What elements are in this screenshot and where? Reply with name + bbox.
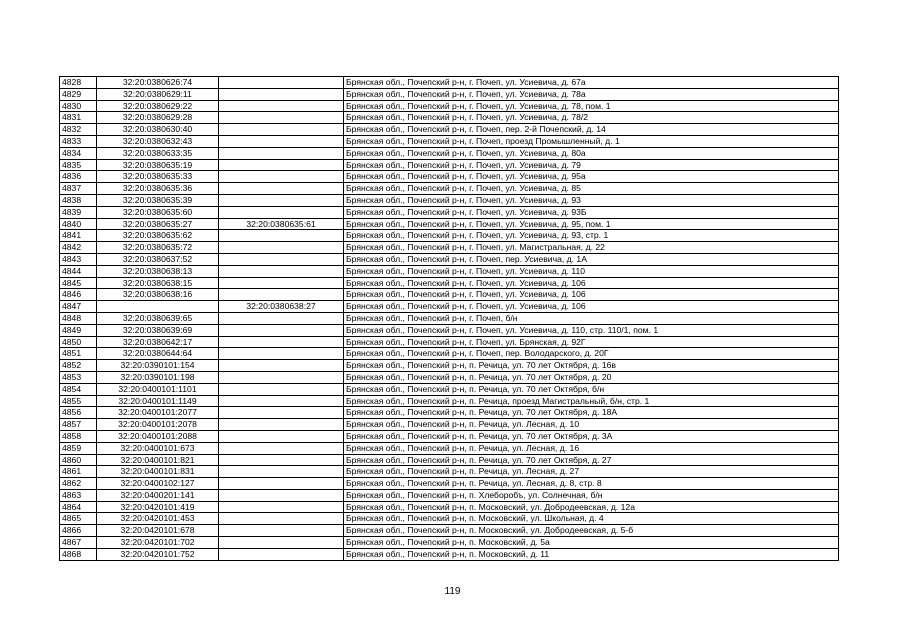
row-number-cell: 4858 [60,430,97,442]
table-row [60,454,839,466]
table-row [60,135,839,147]
related-cadastral-number-cell [219,501,344,513]
related-cadastral-number-cell [219,478,344,490]
row-number-cell: 4842 [60,242,97,254]
cadastral-number-cell: 32:20:0380629:11 [97,88,219,100]
table-row [60,171,839,183]
table-row [60,277,839,289]
registry-table-body [60,77,839,561]
related-cadastral-number-cell [219,407,344,419]
related-cadastral-number-cell [219,183,344,195]
table-row [60,466,839,478]
row-number-cell: 4829 [60,88,97,100]
row-number-cell: 4854 [60,383,97,395]
related-cadastral-number-cell [219,360,344,372]
related-cadastral-number-cell [219,395,344,407]
cadastral-number-cell: 32:20:0380626:74 [97,77,219,89]
cadastral-number-cell: 32:20:0380639:65 [97,312,219,324]
address-cell: Брянская обл., Почепский р-н, п. Речица, ул. 70 лет Октября, б/н [344,383,839,395]
cadastral-number-cell [97,301,219,313]
table-row [60,489,839,501]
address-cell: Брянская обл., Почепский р-н, г. Почеп, ул. Усиевича, д. 106 [344,301,839,313]
table-row [60,253,839,265]
address-cell: Брянская обл., Почепский р-н, г. Почеп, ул. Усиевича, д. 95, пом. 1 [344,218,839,230]
address-cell: Брянская обл., Почепский р-н, п. Речица, ул. 70 лет Октября, д. 16в [344,360,839,372]
table-row [60,312,839,324]
table-row [60,478,839,490]
row-number-cell: 4838 [60,194,97,206]
row-number-cell: 4844 [60,265,97,277]
table-row [60,419,839,431]
related-cadastral-number-cell [219,430,344,442]
row-number-cell: 4847 [60,301,97,313]
address-cell: Брянская обл., Почепский р-н, г. Почеп, ул. Усиевича, д. 80а [344,147,839,159]
table-row [60,183,839,195]
cadastral-number-cell: 32:20:0380635:62 [97,230,219,242]
row-number-cell: 4857 [60,419,97,431]
related-cadastral-number-cell [219,77,344,89]
address-cell: Брянская обл., Почепский р-н, г. Почеп, ул. Усиевича, д. 67а [344,77,839,89]
address-cell: Брянская обл., Почепский р-н, г. Почеп, ул. Усиевича, д. 110 [344,265,839,277]
address-cell: Брянская обл., Почепский р-н, п. Московский, д. 11 [344,548,839,560]
row-number-cell: 4832 [60,124,97,136]
address-cell: Брянская обл., Почепский р-н, г. Почеп, ул. Усиевича, д. 78/2 [344,112,839,124]
cadastral-number-cell: 32:20:0380635:72 [97,242,219,254]
related-cadastral-number-cell [219,277,344,289]
address-cell: Брянская обл., Почепский р-н, г. Почеп, ул. Усиевича, д. 106 [344,277,839,289]
cadastral-number-cell: 32:20:0400101:2088 [97,430,219,442]
table-row [60,88,839,100]
cadastral-number-cell: 32:20:0380638:16 [97,289,219,301]
cadastral-number-cell: 32:20:0400101:2078 [97,419,219,431]
table-row [60,360,839,372]
cadastral-number-cell: 32:20:0380635:19 [97,159,219,171]
related-cadastral-number-cell: 32:20:0380638:27 [219,301,344,313]
related-cadastral-number-cell [219,371,344,383]
address-cell: Брянская обл., Почепский р-н, г. Почеп, ул. Усиевича, д. 93, стр. 1 [344,230,839,242]
table-row [60,513,839,525]
address-cell: Брянская обл., Почепский р-н, п. Речица, ул. Лесная, д. 27 [344,466,839,478]
page-number: 119 [444,586,461,597]
table-row [60,525,839,537]
cadastral-number-cell: 32:20:0380642:17 [97,336,219,348]
address-cell: Брянская обл., Почепский р-н, п. Речица, ул. Лесная, д. 16 [344,442,839,454]
table-row [60,537,839,549]
address-cell: Брянская обл., Почепский р-н, г. Почеп, ул. Магистральная, д. 22 [344,242,839,254]
related-cadastral-number-cell [219,230,344,242]
related-cadastral-number-cell [219,489,344,501]
cadastral-number-cell: 32:20:0420101:702 [97,537,219,549]
row-number-cell: 4867 [60,537,97,549]
table-row [60,265,839,277]
related-cadastral-number-cell [219,548,344,560]
table-row [60,124,839,136]
cadastral-number-cell: 32:20:0380635:33 [97,171,219,183]
address-cell: Брянская обл., Почепский р-н, г. Почеп, проезд Промышленный, д. 1 [344,135,839,147]
related-cadastral-number-cell [219,206,344,218]
row-number-cell: 4866 [60,525,97,537]
table-row [60,206,839,218]
row-number-cell: 4845 [60,277,97,289]
address-cell: Брянская обл., Почепский р-н, г. Почеп, ул. Усиевича, д. 95а [344,171,839,183]
address-cell: Брянская обл., Почепский р-н, г. Почеп, ул. Усиевича, д. 93Б [344,206,839,218]
cadastral-number-cell: 32:20:0380635:39 [97,194,219,206]
table-row [60,77,839,89]
table-row [60,112,839,124]
table-row [60,395,839,407]
table-row [60,289,839,301]
cadastral-number-cell: 32:20:0380639:69 [97,324,219,336]
related-cadastral-number-cell [219,466,344,478]
cadastral-number-cell: 32:20:0400101:2077 [97,407,219,419]
cadastral-number-cell: 32:20:0400101:831 [97,466,219,478]
related-cadastral-number-cell [219,383,344,395]
address-cell: Брянская обл., Почепский р-н, п. Речица, ул. 70 лет Октября, д. 3А [344,430,839,442]
related-cadastral-number-cell [219,537,344,549]
cadastral-number-cell: 32:20:0400101:1149 [97,395,219,407]
address-cell: Брянская обл., Почепский р-н, п. Хлеборобъ, ул. Солнечная, б/н [344,489,839,501]
cadastral-number-cell: 32:20:0400101:1101 [97,383,219,395]
address-cell: Брянская обл., Почепский р-н, п. Речица, ул. Лесная, д. 10 [344,419,839,431]
cadastral-number-cell: 32:20:0380638:13 [97,265,219,277]
table-row [60,430,839,442]
related-cadastral-number-cell [219,171,344,183]
related-cadastral-number-cell [219,242,344,254]
row-number-cell: 4863 [60,489,97,501]
address-cell: Брянская обл., Почепский р-н, г. Почеп, ул. Усиевича, д. 79 [344,159,839,171]
row-number-cell: 4862 [60,478,97,490]
row-number-cell: 4868 [60,548,97,560]
table-row [60,147,839,159]
table-row [60,383,839,395]
cadastral-number-cell: 32:20:0390101:198 [97,371,219,383]
table-row [60,324,839,336]
related-cadastral-number-cell [219,194,344,206]
address-cell: Брянская обл., Почепский р-н, г. Почеп, ул. Усиевича, д. 110, стр. 110/1, пом. 1 [344,324,839,336]
row-number-cell: 4853 [60,371,97,383]
row-number-cell: 4852 [60,360,97,372]
related-cadastral-number-cell [219,525,344,537]
cadastral-number-cell: 32:20:0400101:673 [97,442,219,454]
related-cadastral-number-cell [219,419,344,431]
address-cell: Брянская обл., Почепский р-н, г. Почеп, ул. Усиевича, д. 106 [344,289,839,301]
address-cell: Брянская обл., Почепский р-н, п. Московский, д. 5а [344,537,839,549]
address-cell: Брянская обл., Почепский р-н, г. Почеп, б/н [344,312,839,324]
cadastral-number-cell: 32:20:0380632:43 [97,135,219,147]
cadastral-number-cell: 32:20:0400102:127 [97,478,219,490]
related-cadastral-number-cell [219,124,344,136]
related-cadastral-number-cell: 32:20:0380635:61 [219,218,344,230]
row-number-cell: 4841 [60,230,97,242]
cadastral-number-cell: 32:20:0390101:154 [97,360,219,372]
row-number-cell: 4859 [60,442,97,454]
related-cadastral-number-cell [219,442,344,454]
cadastral-number-cell: 32:20:0380644:64 [97,348,219,360]
table-row [60,242,839,254]
address-cell: Брянская обл., Почепский р-н, г. Почеп, ул. Усиевича, д. 78а [344,88,839,100]
related-cadastral-number-cell [219,265,344,277]
cadastral-number-cell: 32:20:0400101:821 [97,454,219,466]
cadastral-number-cell: 32:20:0380629:22 [97,100,219,112]
cadastral-number-cell: 32:20:0420101:419 [97,501,219,513]
table-row [60,301,839,313]
related-cadastral-number-cell [219,253,344,265]
cadastral-number-cell: 32:20:0420101:453 [97,513,219,525]
table-row [60,194,839,206]
related-cadastral-number-cell [219,324,344,336]
table-row [60,336,839,348]
address-cell: Брянская обл., Почепский р-н, г. Почеп, ул. Брянская, д. 92Г [344,336,839,348]
address-cell: Брянская обл., Почепский р-н, п. Речица, ул. 70 лет Октября, д. 27 [344,454,839,466]
related-cadastral-number-cell [219,348,344,360]
row-number-cell: 4839 [60,206,97,218]
row-number-cell: 4828 [60,77,97,89]
row-number-cell: 4840 [60,218,97,230]
registry-table [59,76,839,561]
row-number-cell: 4834 [60,147,97,159]
address-cell: Брянская обл., Почепский р-н, г. Почеп, пер. Володарского, д. 20Г [344,348,839,360]
row-number-cell: 4837 [60,183,97,195]
cadastral-number-cell: 32:20:0420101:752 [97,548,219,560]
related-cadastral-number-cell [219,312,344,324]
cadastral-number-cell: 32:20:0380635:60 [97,206,219,218]
related-cadastral-number-cell [219,100,344,112]
table-row [60,501,839,513]
related-cadastral-number-cell [219,159,344,171]
address-cell: Брянская обл., Почепский р-н, п. Речица, проезд Магистральный, б/н, стр. 1 [344,395,839,407]
row-number-cell: 4856 [60,407,97,419]
row-number-cell: 4861 [60,466,97,478]
related-cadastral-number-cell [219,135,344,147]
address-cell: Брянская обл., Почепский р-н, г. Почеп, пер. Усиевича, д. 1А [344,253,839,265]
table-row [60,348,839,360]
address-cell: Брянская обл., Почепский р-н, г. Почеп, ул. Усиевича, д. 93 [344,194,839,206]
row-number-cell: 4855 [60,395,97,407]
row-number-cell: 4833 [60,135,97,147]
row-number-cell: 4830 [60,100,97,112]
row-number-cell: 4843 [60,253,97,265]
row-number-cell: 4851 [60,348,97,360]
related-cadastral-number-cell [219,112,344,124]
row-number-cell: 4860 [60,454,97,466]
row-number-cell: 4849 [60,324,97,336]
address-cell: Брянская обл., Почепский р-н, г. Почеп, ул. Усиевича, д. 78, пом. 1 [344,100,839,112]
row-number-cell: 4836 [60,171,97,183]
address-cell: Брянская обл., Почепский р-н, г. Почеп, пер. 2-й Почепский, д. 14 [344,124,839,136]
cadastral-number-cell: 32:20:0380629:28 [97,112,219,124]
related-cadastral-number-cell [219,147,344,159]
table-row [60,548,839,560]
related-cadastral-number-cell [219,336,344,348]
table-row [60,218,839,230]
address-cell: Брянская обл., Почепский р-н, п. Московский, ул. Добродеевская, д. 5-б [344,525,839,537]
related-cadastral-number-cell [219,289,344,301]
address-cell: Брянская обл., Почепский р-н, п. Московский, ул. Школьная, д. 4 [344,513,839,525]
cadastral-number-cell: 32:20:0380635:27 [97,218,219,230]
cadastral-number-cell: 32:20:0380635:36 [97,183,219,195]
row-number-cell: 4846 [60,289,97,301]
address-cell: Брянская обл., Почепский р-н, п. Речица, ул. 70 лет Октября, д. 20 [344,371,839,383]
row-number-cell: 4831 [60,112,97,124]
table-row [60,100,839,112]
cadastral-number-cell: 32:20:0380638:15 [97,277,219,289]
row-number-cell: 4864 [60,501,97,513]
table-row [60,159,839,171]
related-cadastral-number-cell [219,454,344,466]
address-cell: Брянская обл., Почепский р-н, п. Московский, ул. Добродеевская, д. 12а [344,501,839,513]
row-number-cell: 4865 [60,513,97,525]
cadastral-number-cell: 32:20:0420101:678 [97,525,219,537]
cadastral-number-cell: 32:20:0380637:52 [97,253,219,265]
related-cadastral-number-cell [219,88,344,100]
related-cadastral-number-cell [219,513,344,525]
address-cell: Брянская обл., Почепский р-н, п. Речица, ул. Лесная, д. 8, стр. 8 [344,478,839,490]
row-number-cell: 4848 [60,312,97,324]
row-number-cell: 4835 [60,159,97,171]
cadastral-number-cell: 32:20:0380633:35 [97,147,219,159]
cadastral-number-cell: 32:20:0400201:141 [97,489,219,501]
cadastral-number-cell: 32:20:0380630:40 [97,124,219,136]
address-cell: Брянская обл., Почепский р-н, г. Почеп, ул. Усиевича, д. 85 [344,183,839,195]
table-row [60,371,839,383]
table-row [60,230,839,242]
table-row [60,407,839,419]
row-number-cell: 4850 [60,336,97,348]
table-row [60,442,839,454]
address-cell: Брянская обл., Почепский р-н, п. Речица, ул. 70 лет Октября, д. 18А [344,407,839,419]
